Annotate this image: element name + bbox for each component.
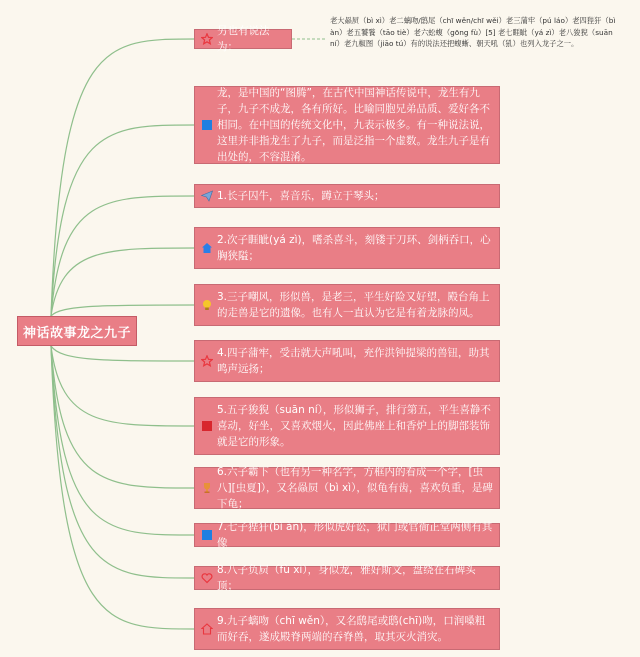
node-son-4[interactable] xyxy=(194,340,500,382)
node-label: 2.次子睚眦(yá zì)，嗜杀喜斗，刻镂于刀环、剑柄吞口，心胸狭隘； xyxy=(217,234,491,262)
node-son-8[interactable] xyxy=(194,566,500,590)
node-son-9[interactable] xyxy=(194,608,500,650)
connector-line xyxy=(51,196,194,316)
node-son-2[interactable] xyxy=(194,227,500,269)
node-son-1[interactable] xyxy=(194,184,500,208)
paper-plane-icon xyxy=(201,190,213,202)
star-outline-icon xyxy=(201,33,213,45)
star-outline-icon xyxy=(201,355,213,367)
flag-blue-icon xyxy=(201,529,213,541)
node-label: 9.九子螭吻（chī wěn），又名鸱尾或鸱(chī)吻，口润嗓粗而好吞，遂成殿脊两端的吞脊兽，取其灭火消灾。 xyxy=(217,615,486,643)
node-label: 1.长子囚牛，喜音乐，蹲立于琴头； xyxy=(217,190,385,202)
node-label: 龙，是中国的“图腾”，在古代中国神话传说中，龙生有九子，九子不成龙，各有所好。比喻同胞兄弟品质、爱好各不相同。在中国的传统文化中，九表示极多。有一种说法说，这里并非指龙生了九子，而是泛指一个虚数。龙生九子是有出处的，不容混淆。 xyxy=(217,87,490,163)
connector-line xyxy=(51,346,194,426)
node-son-7[interactable] xyxy=(194,523,500,547)
node-label: 7.七子狴犴(bì àn)，形似虎好讼，狱门或官衙正堂两侧有其像 xyxy=(217,521,493,549)
node-label: 8.八子负屃（fù xì），身似龙，雅好斯文，盘绕在石碑头顶； xyxy=(217,564,476,592)
connector-line xyxy=(51,39,194,316)
connector-line xyxy=(51,125,194,316)
node-intro[interactable] xyxy=(194,86,500,164)
root-topic-label: 神话故事龙之九子 xyxy=(22,325,131,341)
node-son-3[interactable] xyxy=(194,284,500,326)
trophy-icon xyxy=(201,482,213,494)
connector-line xyxy=(51,346,194,361)
root-topic[interactable] xyxy=(17,316,137,346)
node-label: 3.三子嘲风，形似兽，是老三，平生好险又好望，殿台角上的走兽是它的遗像。也有人一直认为它是有着龙脉的凤。 xyxy=(217,291,490,319)
house-icon xyxy=(201,242,213,254)
node-son-6[interactable] xyxy=(194,467,500,509)
node-son-5[interactable] xyxy=(194,397,500,455)
connector-line xyxy=(51,346,194,535)
node-label: 另也有说法为： xyxy=(217,25,270,53)
node-label: 6.六子霸下（也有另一种名字，方框内的看成一个字，[虫八][虫夏]），又名赑屃（bì xì），似龟有齿，喜欢负重，是碑下龟； xyxy=(217,466,493,510)
note-text: 老大赑屃（bì xì）老二螭吻/鸱尾（chī wěn/chī wěi）老三蒲牢（pú láo）老四狴犴（bì àn）老五饕餮（tāo tiè）老六蚣蝮（gōng fù）[5] 老七睚眦（yá zì）老八狻猊（suān ní）老九椒图（jiāo tú）有的说法还把蝮蜥、朝天吼（犼）也列入龙子之一。 xyxy=(330,16,616,48)
heart-icon xyxy=(201,572,213,584)
flag-red-icon xyxy=(201,420,213,432)
node-label: 5.五子狻猊（suān ní），形似狮子，排行第五，平生喜静不喜动，好坐，又喜欢烟火，因此佛座上和香炉上的脚部装饰就是它的形象。 xyxy=(217,404,491,448)
bulb-icon xyxy=(201,299,213,311)
house-outline-icon xyxy=(201,623,213,635)
connector-line xyxy=(51,305,194,316)
connector-line xyxy=(51,346,194,488)
node-label: 4.四子蒲牢，受击就大声吼叫，充作洪钟提梁的兽钮，助其鸣声远扬； xyxy=(217,347,490,375)
flag-blue-icon xyxy=(201,119,213,131)
node-alternate-saying[interactable] xyxy=(194,25,292,53)
